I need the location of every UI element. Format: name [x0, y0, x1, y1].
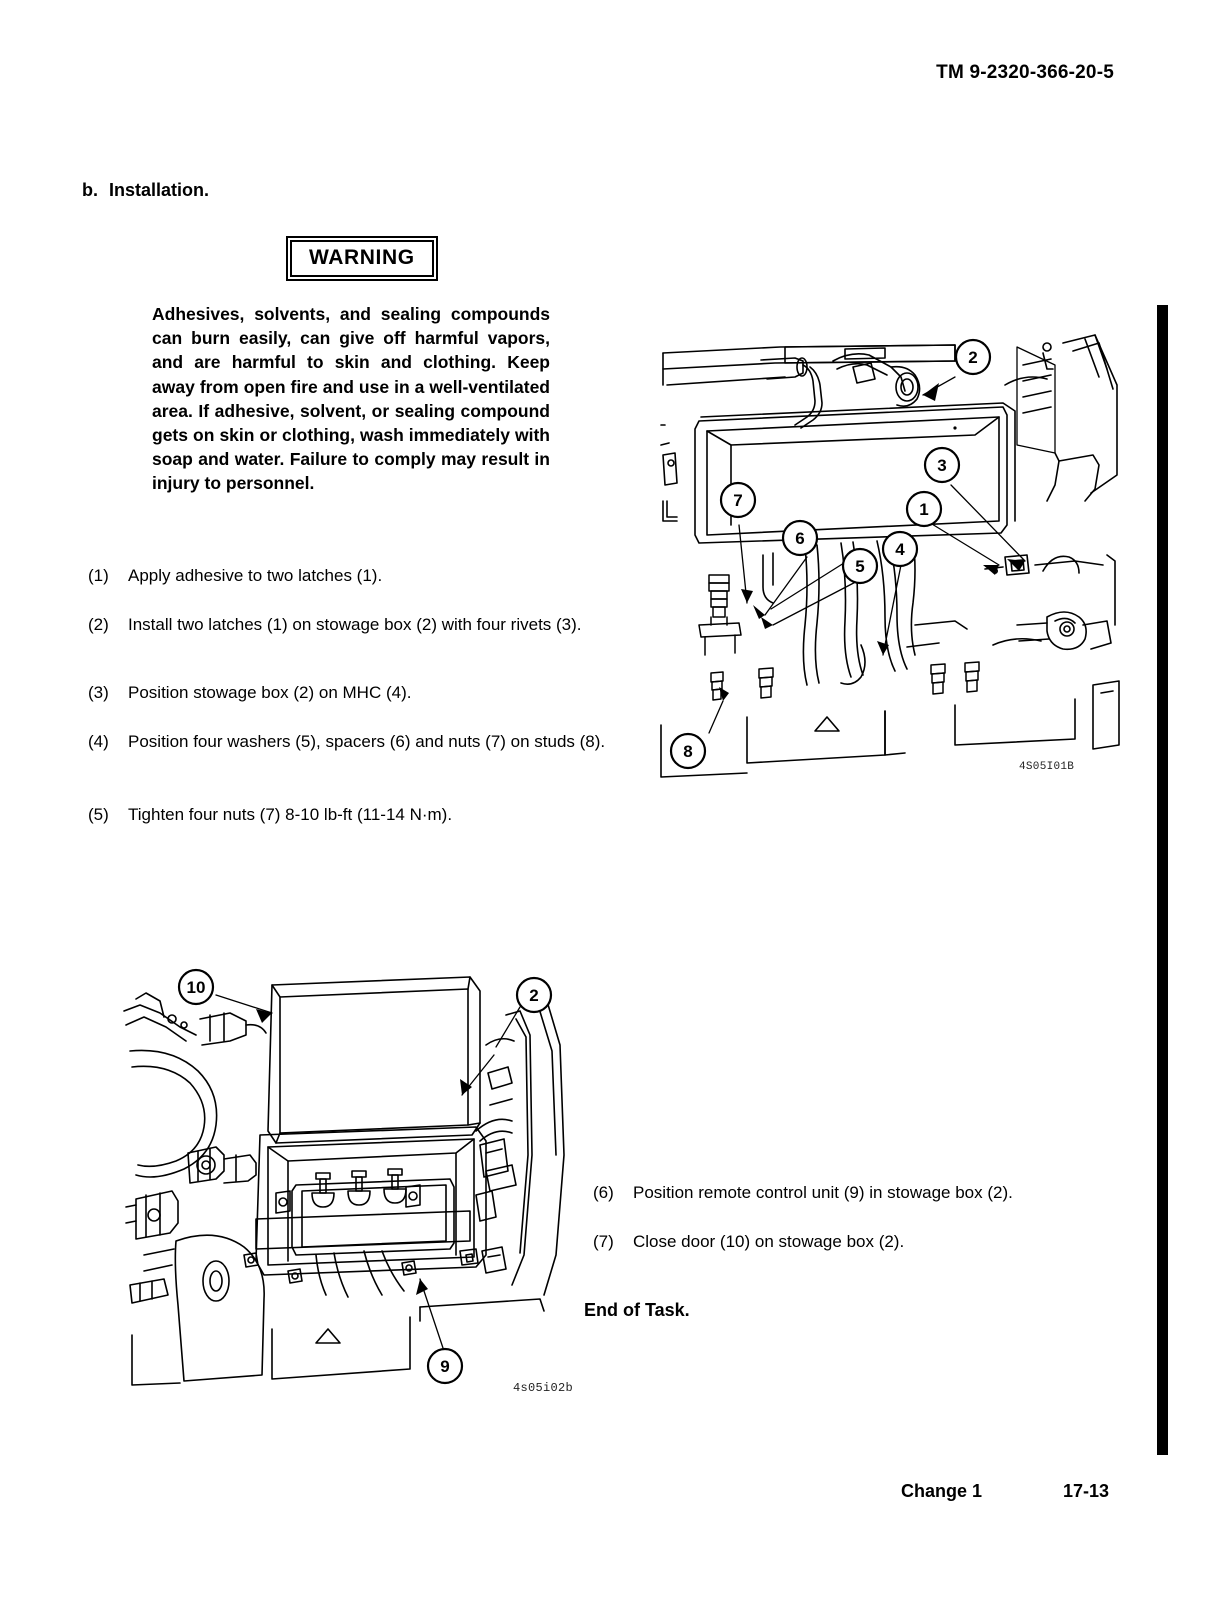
section-title: Installation.: [109, 180, 210, 200]
footer-page-number: 17-13: [1063, 1481, 1110, 1501]
svg-text:3: 3: [937, 456, 947, 475]
step-1-text: Apply adhesive to two latches (1).: [128, 566, 383, 585]
step-4: [88, 729, 648, 754]
step-6: [593, 1180, 1113, 1205]
page-header-tm-number: TM 9-2320-366-20-5: [936, 62, 1114, 83]
step-5: [88, 802, 648, 827]
figure-remote-control-unit-stowage: [120, 955, 580, 1405]
step-2-number: (2): [88, 615, 109, 634]
svg-text:6: 6: [795, 529, 805, 548]
svg-text:1: 1: [919, 500, 929, 519]
step-5-text: Tighten four nuts (7) 8-10 lb-ft (11-14 N·m).: [128, 805, 453, 824]
svg-text:7: 7: [733, 491, 743, 510]
warning-box-inner: [290, 240, 434, 277]
step-7-number: (7): [593, 1232, 614, 1251]
step-3-number: (3): [88, 683, 109, 702]
step-3: [88, 680, 648, 705]
step-7-text: Close door (10) on stowage box (2).: [633, 1232, 905, 1251]
step-2: [88, 612, 648, 637]
step-3-text: Position stowage box (2) on MHC (4).: [128, 683, 412, 702]
step-4-number: (4): [88, 732, 109, 751]
step-2-text: Install two latches (1) on stowage box (2) with four rivets (3).: [128, 615, 582, 634]
section-heading: [82, 180, 209, 201]
warning-box: [286, 236, 438, 281]
svg-text:10: 10: [186, 978, 206, 997]
step-1: [88, 563, 648, 588]
svg-text:9: 9: [440, 1357, 450, 1376]
svg-text:2: 2: [968, 348, 978, 367]
step-1-number: (1): [88, 566, 109, 585]
figure-top-id: 4S05I01B: [1019, 761, 1075, 773]
svg-text:2: 2: [529, 986, 539, 1005]
end-of-task-label: End of Task.: [584, 1300, 690, 1320]
change-bar: [1157, 305, 1168, 1455]
step-5-number: (5): [88, 805, 109, 824]
step-7: [593, 1229, 1113, 1254]
step-6-number: (6): [593, 1183, 614, 1202]
step-4-text: Position four washers (5), spacers (6) and nuts (7) on studs (8).: [128, 732, 606, 751]
figure-stowage-box-installation: [655, 325, 1125, 785]
svg-text:4: 4: [895, 540, 905, 559]
footer-change-label: Change 1: [901, 1481, 983, 1501]
svg-text:8: 8: [683, 742, 693, 761]
warning-text: Adhesives, solvents, and sealing compounds can burn easily, can give off harmful vapors, and are harmful to skin and clothing. Keep away from open fire and use in a well-ventilated area. If adhesive, solvent, or sealing compound gets on skin or clothing, wash immediately with soap and water. Failure to comply may result in injury to personnel.: [152, 304, 550, 494]
svg-text:5: 5: [855, 557, 865, 576]
section-letter: b.: [82, 180, 98, 200]
step-6-text: Position remote control unit (9) in stowage box (2).: [633, 1183, 1013, 1202]
warning-label: WARNING: [309, 246, 415, 269]
figure-bottom-id: 4s05i02b: [513, 1381, 574, 1395]
